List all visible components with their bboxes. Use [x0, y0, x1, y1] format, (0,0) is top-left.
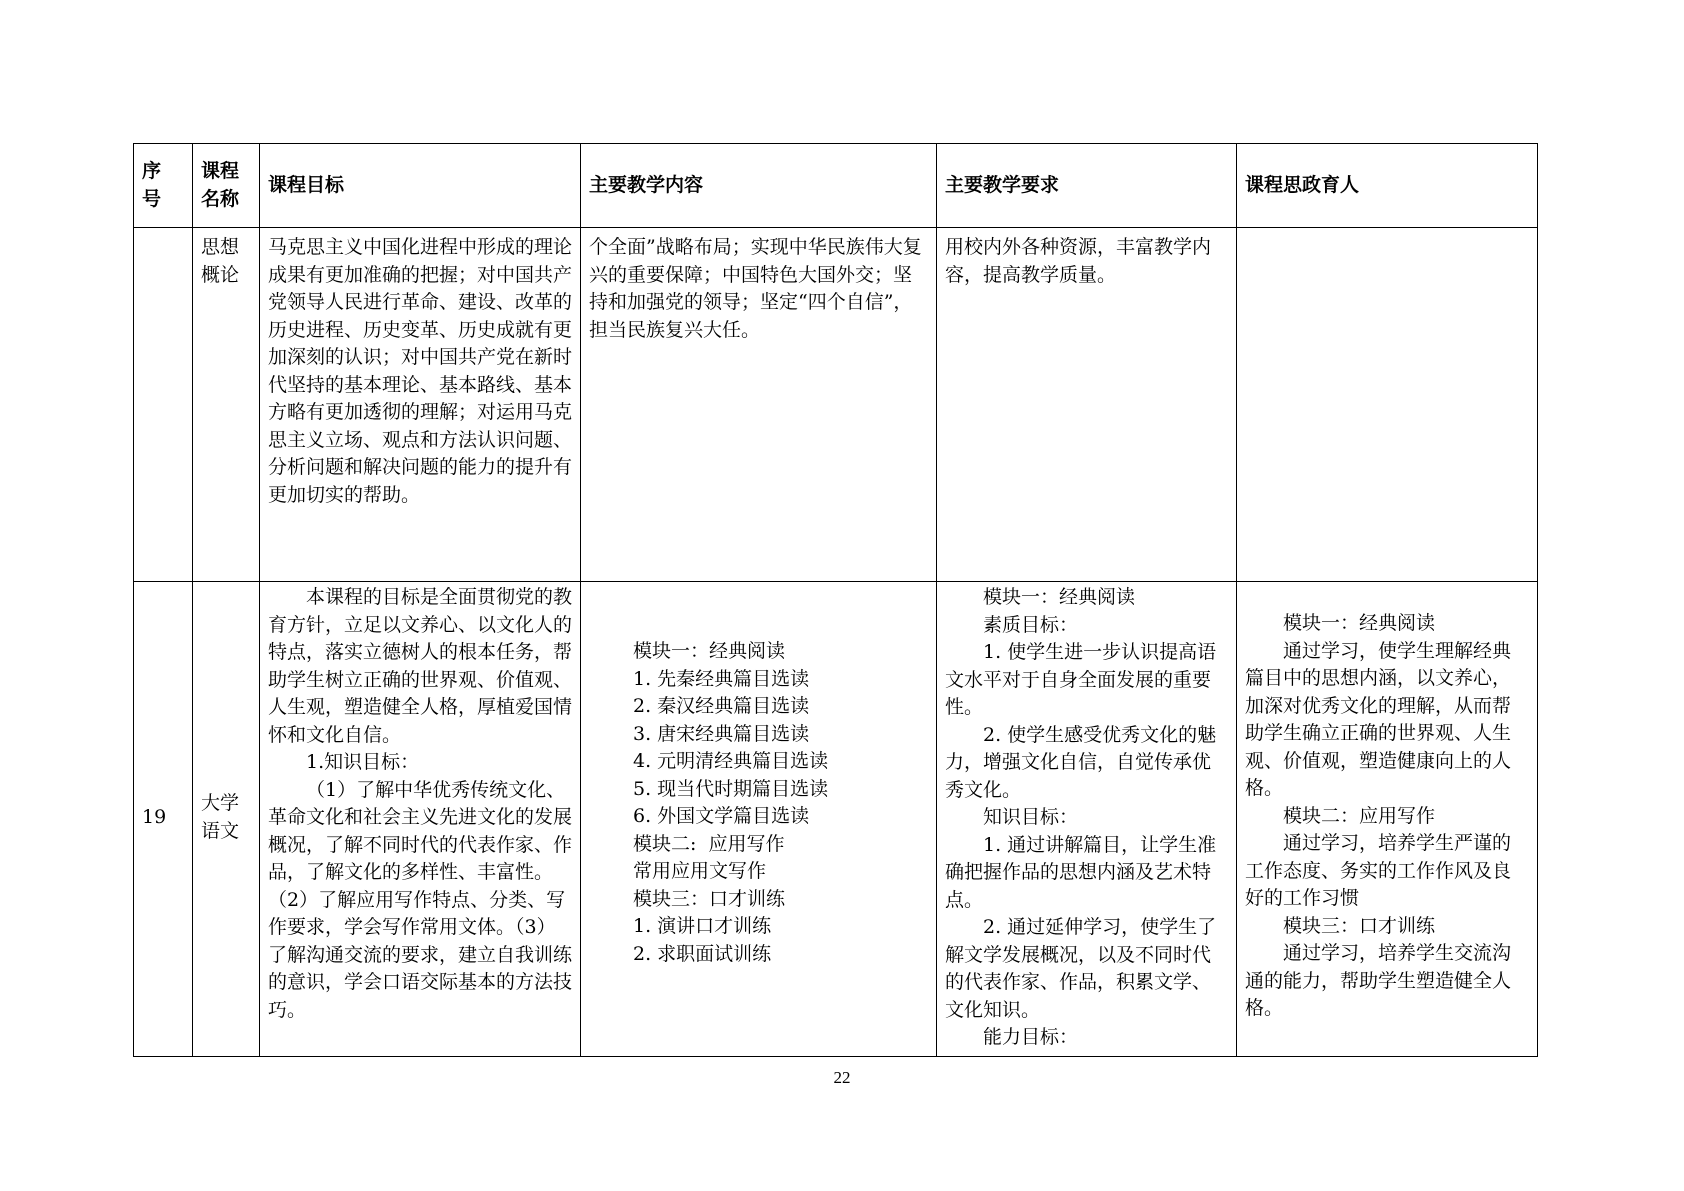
header-index: 序 号: [134, 144, 193, 228]
row-index: [134, 228, 193, 582]
content-line: 模块二: 应用写作: [633, 832, 785, 855]
page-number: 22: [833, 1068, 851, 1087]
course-goal: [260, 582, 581, 1057]
content-line: 6. 外国文学篇目选读: [633, 805, 810, 827]
header-ideology-education: 课程思政育人: [1237, 144, 1538, 228]
goal-knowledge-title: 1.知识目标：: [306, 751, 420, 773]
ideology-module-title: 模块一：经典阅读: [1283, 612, 1436, 634]
ideology-text: 通过学习，培养学生交流沟通的能力，帮助学生塑造健全人格。: [1245, 942, 1512, 1019]
ideology-text: 通过学习，培养学生严谨的工作态度、务实的工作作风及良好的工作习惯: [1245, 832, 1512, 909]
goal-paragraph: 本课程的目标是全面贯彻党的教育方针，立足以文养心、以文化人的特点，落实立德树人的根本任务，帮助学生树立正确的世界观、价值观、人生观，塑造健全人格，厚植爱国情怀和文化自信。: [268, 586, 573, 746]
ideology-education: [1237, 582, 1538, 1057]
content-line: 模块三：口才训练: [633, 887, 786, 910]
content-line: 4. 元明清经典篇目选读: [633, 750, 829, 772]
content-line: 1. 先秦经典篇目选读: [633, 667, 810, 690]
goal-paragraph: （1）了解中华优秀传统文化、革命文化和社会主义先进文化的发展概况，了解不同时代的代表作家、作品，了解文化的多样性、丰富性。（2）了解应用写作特点、分类、写作要求，学会写作常用文体。（3）了解沟通交流的要求，建立自我训练的意识，学会口语交际基本的方法技巧。: [268, 778, 573, 1021]
content-line: 3. 唐宋经典篇目选读: [633, 722, 810, 745]
req-ability-title: 能力目标：: [983, 1026, 1079, 1048]
header-course-name: 课程 名称: [193, 144, 260, 228]
header-teaching-content: 主要教学内容: [581, 144, 937, 228]
req-knowledge-title: 知识目标：: [983, 806, 1079, 828]
req-item: 2. 使学生感受优秀文化的魅力，增强文化自信，自觉传承优秀文化。: [945, 723, 1217, 801]
row-index: 19: [134, 582, 193, 1057]
content-line: 2. 秦汉经典篇目选读: [633, 695, 810, 717]
ideology-module-title: 模块三：口才训练: [1283, 914, 1436, 937]
content-line: 2. 求职面试训练: [633, 942, 772, 965]
course-name: 思想 概论: [193, 228, 260, 582]
req-item: 1. 使学生进一步认识提高语文水平对于自身全面发展的重要性。: [945, 641, 1217, 718]
teaching-content: 个全面”战略布局；实现中华民族伟大复兴的重要保障；中国特色大国外交；坚持和加强党的领导；坚定“四个自信”，担当民族复兴大任。: [581, 228, 937, 582]
ideology-education: [1237, 228, 1538, 582]
table-header-row: [134, 144, 1538, 228]
header-teaching-requirements: 主要教学要求: [937, 144, 1237, 228]
course-table: [133, 143, 1538, 1057]
teaching-requirements: [937, 582, 1237, 1057]
content-line: 常用应用文写作: [633, 860, 767, 882]
content-line: 5. 现当代时期篇目选读: [633, 777, 829, 800]
teaching-requirements: 用校内外各种资源，丰富教学内容，提高教学质量。: [937, 228, 1237, 582]
req-item: 1. 通过讲解篇目，让学生准确把握作品的思想内涵及艺术特点。: [945, 833, 1217, 911]
table-row: [134, 582, 1538, 1057]
req-item: 2. 通过延伸学习，使学生了解文学发展概况，以及不同时代的代表作家、作品，积累文学、文化知识。: [945, 916, 1217, 1021]
content-line: 1. 演讲口才训练: [633, 915, 772, 937]
req-module-title: 模块一：经典阅读: [983, 586, 1136, 608]
header-course-goal: 课程目标: [260, 144, 581, 228]
course-goal: 马克思主义中国化进程中形成的理论成果有更加准确的把握；对中国共产党领导人民进行革命、建设、改革的历史进程、历史变革、历史成就有更加深刻的认识；对中国共产党在新时代坚持的基本理论、基本路线、基本方略有更加透彻的理解；对运用马克思主义立场、观点和方法认识问题、分析问题和解决问题的能力的提升有更加切实的帮助。: [260, 228, 581, 582]
table-row: [134, 228, 1538, 582]
course-name: 大学 语文: [193, 582, 260, 1057]
teaching-content: [581, 582, 937, 1057]
ideology-module-title: 模块二：应用写作: [1283, 804, 1436, 827]
content-line: 模块一：经典阅读: [633, 640, 786, 662]
ideology-text: 通过学习，使学生理解经典篇目中的思想内涵，以文养心，加深对优秀文化的理解，从而帮助学生确立正确的世界观、人生观、价值观，塑造健康向上的人格。: [1245, 639, 1512, 799]
req-quality-title: 素质目标：: [983, 613, 1079, 636]
